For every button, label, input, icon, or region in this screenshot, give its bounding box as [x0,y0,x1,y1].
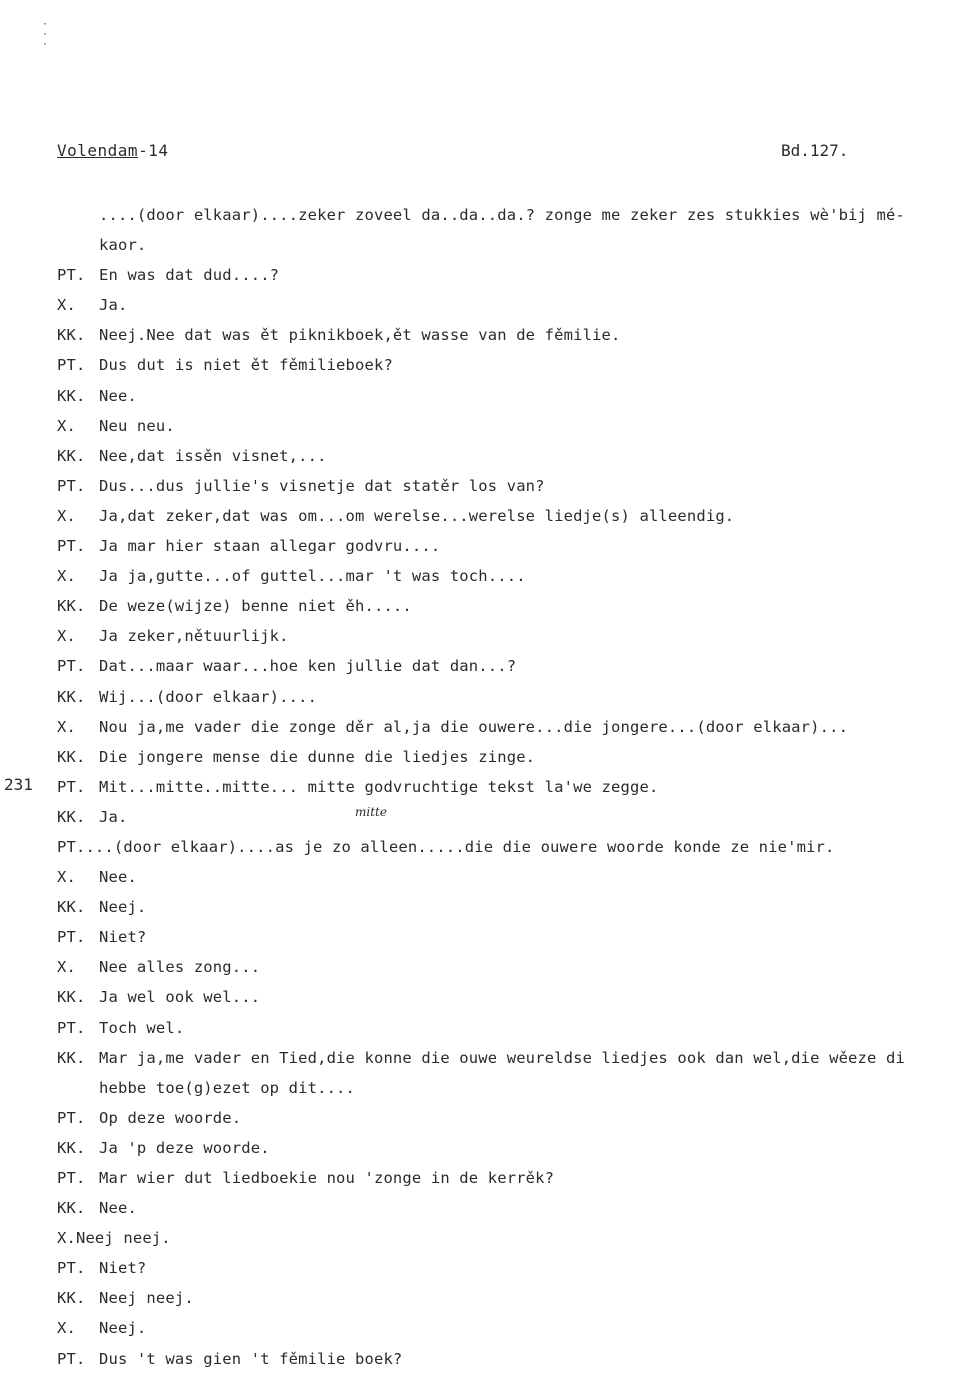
transcript-line [57,1043,954,1073]
transcript-line [57,952,954,982]
utterance-text: Mar wier dut liedboekie nou 'zonge in de kerrěk? [99,1169,555,1187]
utterance-text: ....(door elkaar)....zeker zoveel da..da..da.? zonge me zeker zes stukkies wè'bij mé- [99,206,905,224]
speaker-label: KK. [57,446,86,465]
speaker-label: KK. [57,1138,86,1157]
utterance-text: Op deze woorde. [99,1108,242,1127]
speaker-label: KK. [57,597,86,616]
transcript-line [57,1313,954,1343]
transcript-line [57,802,954,832]
transcript-line [57,320,954,350]
transcript-line [57,350,954,380]
utterance-text: Ja wel ook wel... [99,988,261,1007]
speaker-label: PT. [57,1349,86,1368]
speaker-label: KK. [57,1289,86,1308]
utterance-text: Nee. [99,386,137,405]
transcript-line [57,1163,954,1193]
speaker-label: PT. [57,356,86,375]
page-specks: · · · [42,19,49,50]
utterance-text: Dus...dus jullie's visnetje dat statěr los van? [99,476,545,495]
transcript-line [57,561,954,591]
transcript-line [57,471,954,501]
transcript-body [57,200,954,1374]
speaker-label: PT. [57,1169,86,1187]
utterance-text: Dus dut is niet ět fěmilieboek? [99,356,393,375]
speaker-label: KK. [57,326,86,345]
utterance-text: Ja 'p deze woorde. [99,1138,270,1157]
utterance-text: hebbe toe(g)ezet op dit.... [99,1078,356,1097]
utterance-text: Toch wel. [99,1018,185,1037]
speaker-label: X. [57,506,76,525]
utterance-text: Ja mar hier staan allegar godvru.... [99,537,441,556]
utterance-text: Nee,dat issěn visnet,... [99,446,327,465]
utterance-text: En was dat dud....? [99,266,280,285]
speaker-label: PT. [57,1108,86,1127]
transcript-line [57,682,954,712]
transcript-line [57,1103,954,1133]
utterance-text: kaor. [99,236,147,255]
utterance-text: Dat...maar waar...hoe ken jullie dat dan...? [99,657,517,676]
transcript-line [57,1283,954,1313]
speaker-label: PT. [57,837,86,856]
utterance-text: Neu neu. [99,416,175,435]
margin-line-number: 231 [4,775,33,794]
speaker-label: KK. [57,386,86,405]
transcript-line [57,922,954,952]
speaker-label: X. [57,717,76,736]
transcript-line [57,441,954,471]
speaker-label: X. [57,958,76,977]
speaker-label: PT. [57,1259,86,1278]
transcript-line [57,982,954,1012]
transcript-line [57,290,954,320]
speaker-label: PT. [57,777,86,796]
speaker-label: X. [57,1319,76,1338]
utterance-text: Dus 't was gien 't fěmilie boek? [99,1349,403,1368]
speaker-label: PT. [57,1018,86,1037]
transcript-line [57,501,954,531]
speaker-label: KK. [57,1048,86,1067]
transcript-line [57,381,954,411]
transcript-line [57,862,954,892]
transcript-line [57,772,954,802]
speaker-label: X. [57,567,76,586]
speaker-label: KK. [57,1199,86,1218]
utterance-text: ...(door elkaar)....as je zo alleen.....die die ouwere woorde konde ze nie'mir. [85,837,835,856]
utterance-text: Wij...(door elkaar).... [99,687,318,706]
utterance-text: Neej neej. [75,1229,171,1248]
speaker-label: PT. [57,476,86,495]
place-suffix: -14 [138,141,169,160]
utterance-text: Mit...mitte..mitte... mitte godvruchtige tekst la'we zegge. [99,777,659,796]
utterance-text: Neej neej. [99,1289,194,1308]
utterance-text: Ja. [99,296,128,315]
speaker-label: X. [57,627,76,646]
transcript-line [57,1073,954,1103]
utterance-text: Nou ja,me vader die zonge děr al,ja die ouwere...die jongere...(door elkaar)... [99,717,849,736]
transcript-line [57,1344,954,1374]
transcript-line [57,1133,954,1163]
speaker-label: KK. [57,687,86,706]
transcript-line [57,1253,954,1283]
utterance-text: Nee alles zong... [99,958,261,977]
handwritten-correction: mitte [355,805,387,819]
speaker-label: X. [57,416,76,435]
transcript-line [57,1013,954,1043]
utterance-text: Ja ja,gutte...of guttel...mar 't was toch.... [99,567,526,586]
speaker-label: KK. [57,898,86,917]
transcript-line [57,411,954,441]
transcript-line [57,200,954,230]
speaker-label: PT. [57,657,86,676]
speaker-label: KK. [57,988,86,1007]
utterance-text: Neej. [99,898,147,917]
utterance-text: Die jongere mense die dunne die liedjes zinge. [99,747,536,766]
utterance-text: Niet? [99,1259,147,1278]
page-header-volume: Bd.127. [781,141,849,160]
speaker-label: PT. [57,266,86,285]
speaker-label: PT. [57,928,86,947]
page-header-place [57,141,168,160]
speaker-label: PT. [57,537,86,556]
transcript-line [57,230,954,260]
transcript-line [57,260,954,290]
transcript-line [57,621,954,651]
transcript-line [57,651,954,681]
transcript-line [57,591,954,621]
speaker-label: X. [57,868,76,887]
speaker-label: KK. [57,807,86,826]
speaker-label: KK. [57,747,86,766]
utterance-text: Nee. [99,868,137,887]
utterance-text: Neej.Nee dat was ět piknikboek,ět wasse van de fěmilie. [99,326,621,345]
utterance-text: Niet? [99,928,147,947]
speaker-label: X. [57,296,76,315]
transcript-line [57,1193,954,1223]
utterance-text: Nee. [99,1199,137,1218]
transcript-line [57,742,954,772]
transcript-line [57,712,954,742]
place-name: Volendam [57,141,139,160]
transcript-line [57,832,954,862]
transcript-line [57,1223,954,1253]
utterance-text: Ja zeker,nětuurlijk. [99,627,289,646]
utterance-text: Mar ja,me vader en Tied,die konne die ouwe weureldse liedjes ook dan wel,die wěeze di [99,1048,905,1067]
speaker-label: X. [57,1229,76,1248]
transcript-line [57,892,954,922]
utterance-text: Ja. [99,807,128,826]
utterance-text: Ja,dat zeker,dat was om...om werelse...werelse liedje(s) alleendig. [99,506,735,525]
utterance-text: De weze(wijze) benne niet ěh..... [99,597,412,616]
utterance-text: Neej. [99,1319,147,1338]
transcript-line [57,531,954,561]
